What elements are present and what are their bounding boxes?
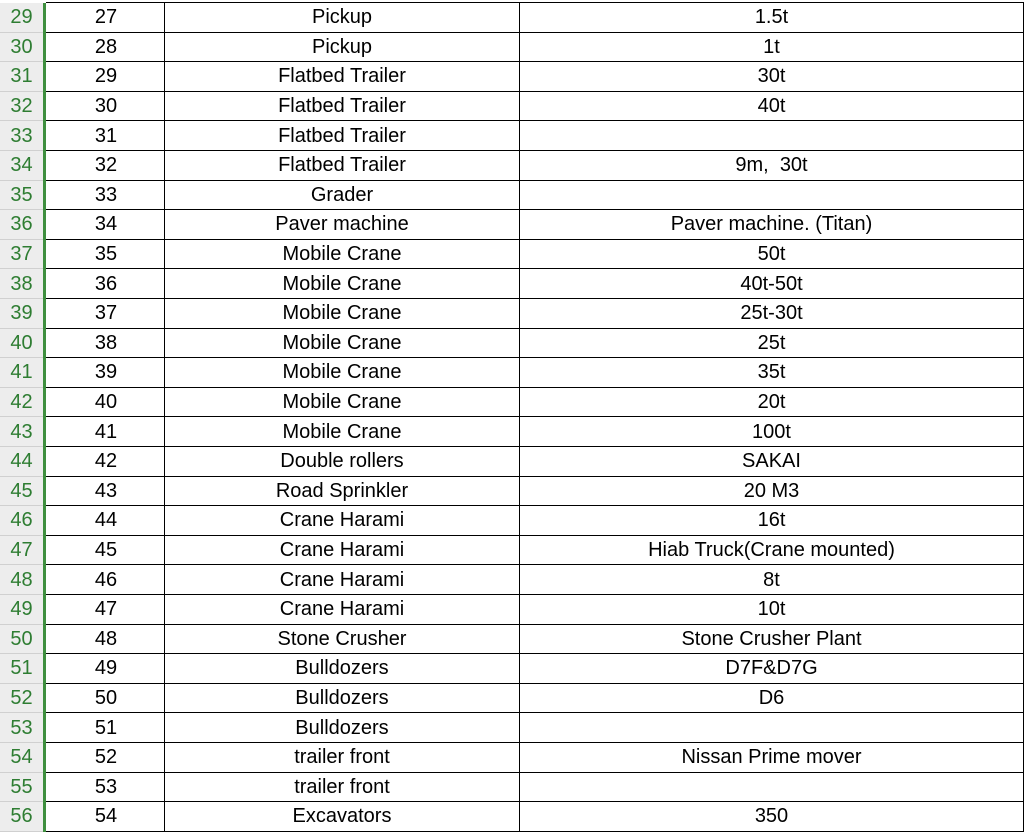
cell-equipment-type[interactable]: Bulldozers — [165, 684, 520, 714]
cell-number[interactable]: 31 — [48, 121, 165, 151]
cell-number[interactable]: 27 — [48, 3, 165, 33]
row-header[interactable]: 49 — [0, 595, 46, 625]
row-header[interactable]: 31 — [0, 62, 46, 92]
table-row — [0, 447, 1024, 477]
cell-specification[interactable]: 8t — [520, 565, 1024, 595]
row-header[interactable]: 51 — [0, 654, 46, 684]
row-header[interactable]: 39 — [0, 299, 46, 329]
table-row — [0, 773, 1024, 803]
cell-specification[interactable]: 25t-30t — [520, 299, 1024, 329]
cell-equipment-type[interactable]: Flatbed Trailer — [165, 62, 520, 92]
cell-equipment-type[interactable]: Crane Harami — [165, 565, 520, 595]
cell-equipment-type[interactable]: Crane Harami — [165, 506, 520, 536]
row-header[interactable]: 50 — [0, 625, 46, 655]
row-header[interactable]: 47 — [0, 536, 46, 566]
table-row — [0, 743, 1024, 773]
table-row — [0, 684, 1024, 714]
cell-number[interactable]: 33 — [48, 181, 165, 211]
cell-number[interactable]: 40 — [48, 388, 165, 418]
cell-number[interactable]: 36 — [48, 269, 165, 299]
table-row — [0, 210, 1024, 240]
row-header[interactable]: 35 — [0, 181, 46, 211]
table-row — [0, 417, 1024, 447]
table-row — [0, 240, 1024, 270]
row-header[interactable]: 38 — [0, 269, 46, 299]
table-row — [0, 121, 1024, 151]
cell-specification[interactable]: 40t-50t — [520, 269, 1024, 299]
cell-equipment-type[interactable]: Flatbed Trailer — [165, 92, 520, 122]
table-row — [0, 802, 1024, 832]
cell-equipment-type[interactable]: Grader — [165, 181, 520, 211]
table-row — [0, 329, 1024, 359]
table-row — [0, 151, 1024, 181]
row-header[interactable]: 29 — [0, 3, 46, 33]
table-row — [0, 506, 1024, 536]
row-header[interactable]: 46 — [0, 506, 46, 536]
cell-number[interactable]: 34 — [48, 210, 165, 240]
cell-specification[interactable]: Nissan Prime mover — [520, 743, 1024, 773]
cell-number[interactable]: 54 — [48, 802, 165, 832]
table-row — [0, 388, 1024, 418]
cell-equipment-type[interactable]: Crane Harami — [165, 536, 520, 566]
row-header[interactable]: 32 — [0, 92, 46, 122]
cell-specification[interactable]: Paver machine. (Titan) — [520, 210, 1024, 240]
cell-number[interactable]: 38 — [48, 329, 165, 359]
row-header[interactable]: 54 — [0, 743, 46, 773]
cell-equipment-type[interactable]: Crane Harami — [165, 595, 520, 625]
cell-specification[interactable]: 25t — [520, 329, 1024, 359]
cell-equipment-type[interactable]: Pickup — [165, 33, 520, 63]
table-row — [0, 565, 1024, 595]
cell-equipment-type[interactable]: Mobile Crane — [165, 299, 520, 329]
cell-equipment-type[interactable]: Mobile Crane — [165, 417, 520, 447]
cell-specification[interactable] — [520, 121, 1024, 151]
row-header[interactable]: 41 — [0, 358, 46, 388]
cell-equipment-type[interactable]: Bulldozers — [165, 654, 520, 684]
cell-number[interactable]: 30 — [48, 92, 165, 122]
cell-number[interactable]: 50 — [48, 684, 165, 714]
cell-specification[interactable]: 20 M3 — [520, 477, 1024, 507]
cell-number[interactable]: 28 — [48, 33, 165, 63]
row-header[interactable]: 34 — [0, 151, 46, 181]
row-header[interactable]: 33 — [0, 121, 46, 151]
table-row — [0, 625, 1024, 655]
cell-equipment-type[interactable]: Stone Crusher — [165, 625, 520, 655]
cell-equipment-type[interactable]: Bulldozers — [165, 713, 520, 743]
cell-equipment-type[interactable]: Mobile Crane — [165, 358, 520, 388]
cell-equipment-type[interactable]: Mobile Crane — [165, 388, 520, 418]
cell-specification[interactable]: 20t — [520, 388, 1024, 418]
row-header[interactable]: 44 — [0, 447, 46, 477]
row-header[interactable]: 30 — [0, 33, 46, 63]
cell-equipment-type[interactable]: trailer front — [165, 743, 520, 773]
cell-number[interactable]: 52 — [48, 743, 165, 773]
table-row — [0, 713, 1024, 743]
cell-equipment-type[interactable]: Pickup — [165, 3, 520, 33]
table-row — [0, 654, 1024, 684]
cell-number[interactable]: 53 — [48, 773, 165, 803]
cell-specification[interactable] — [520, 181, 1024, 211]
cell-number[interactable]: 41 — [48, 417, 165, 447]
row-header[interactable]: 45 — [0, 477, 46, 507]
row-header[interactable]: 43 — [0, 417, 46, 447]
cell-number[interactable]: 39 — [48, 358, 165, 388]
row-header[interactable]: 52 — [0, 684, 46, 714]
cell-specification[interactable]: D6 — [520, 684, 1024, 714]
table-row — [0, 92, 1024, 122]
row-header[interactable]: 36 — [0, 210, 46, 240]
row-header[interactable]: 42 — [0, 388, 46, 418]
cell-specification[interactable]: 50t — [520, 240, 1024, 270]
cell-number[interactable]: 32 — [48, 151, 165, 181]
cell-number[interactable]: 44 — [48, 506, 165, 536]
cell-number[interactable]: 45 — [48, 536, 165, 566]
cell-number[interactable]: 48 — [48, 625, 165, 655]
cell-specification[interactable]: 350 — [520, 802, 1024, 832]
table-row — [0, 595, 1024, 625]
cell-specification[interactable]: Stone Crusher Plant — [520, 625, 1024, 655]
cell-specification[interactable]: 10t — [520, 595, 1024, 625]
cell-equipment-type[interactable]: Mobile Crane — [165, 329, 520, 359]
cell-specification[interactable] — [520, 773, 1024, 803]
cell-specification[interactable]: 35t — [520, 358, 1024, 388]
table-row — [0, 358, 1024, 388]
cell-equipment-type[interactable]: Mobile Crane — [165, 240, 520, 270]
table-row — [0, 536, 1024, 566]
cell-equipment-type[interactable]: Flatbed Trailer — [165, 151, 520, 181]
cell-specification[interactable]: 1.5t — [520, 3, 1024, 33]
row-header[interactable]: 48 — [0, 565, 46, 595]
table-row — [0, 269, 1024, 299]
cell-number[interactable]: 46 — [48, 565, 165, 595]
cell-equipment-type[interactable]: Double rollers — [165, 447, 520, 477]
cell-number[interactable]: 43 — [48, 477, 165, 507]
top-gridline — [46, 2, 1024, 3]
row-header[interactable]: 53 — [0, 713, 46, 743]
cell-specification[interactable]: 100t — [520, 417, 1024, 447]
cell-specification[interactable]: Hiab Truck(Crane mounted) — [520, 536, 1024, 566]
cell-number[interactable]: 35 — [48, 240, 165, 270]
cell-specification[interactable]: 40t — [520, 92, 1024, 122]
table-row — [0, 33, 1024, 63]
row-header[interactable]: 37 — [0, 240, 46, 270]
cell-equipment-type[interactable]: Flatbed Trailer — [165, 121, 520, 151]
cell-specification[interactable]: 9m, 30t — [520, 151, 1024, 181]
cell-number[interactable]: 47 — [48, 595, 165, 625]
row-header[interactable]: 56 — [0, 802, 46, 832]
table-row — [0, 299, 1024, 329]
cell-specification[interactable]: SAKAI — [520, 447, 1024, 477]
cell-specification[interactable] — [520, 713, 1024, 743]
cell-number[interactable]: 37 — [48, 299, 165, 329]
cell-specification[interactable]: 1t — [520, 33, 1024, 63]
cell-number[interactable]: 49 — [48, 654, 165, 684]
row-header[interactable]: 55 — [0, 773, 46, 803]
cell-equipment-type[interactable]: Mobile Crane — [165, 269, 520, 299]
cell-number[interactable]: 42 — [48, 447, 165, 477]
cell-equipment-type[interactable]: Paver machine — [165, 210, 520, 240]
cell-specification[interactable]: D7F&D7G — [520, 654, 1024, 684]
table-row — [0, 181, 1024, 211]
row-header[interactable]: 40 — [0, 329, 46, 359]
table-row — [0, 3, 1024, 33]
table-row — [0, 62, 1024, 92]
cell-number[interactable]: 29 — [48, 62, 165, 92]
cell-equipment-type[interactable]: Road Sprinkler — [165, 477, 520, 507]
cell-equipment-type[interactable]: trailer front — [165, 773, 520, 803]
cell-specification[interactable]: 16t — [520, 506, 1024, 536]
cell-number[interactable]: 51 — [48, 713, 165, 743]
table-row — [0, 477, 1024, 507]
cell-specification[interactable]: 30t — [520, 62, 1024, 92]
cell-equipment-type[interactable]: Excavators — [165, 802, 520, 832]
